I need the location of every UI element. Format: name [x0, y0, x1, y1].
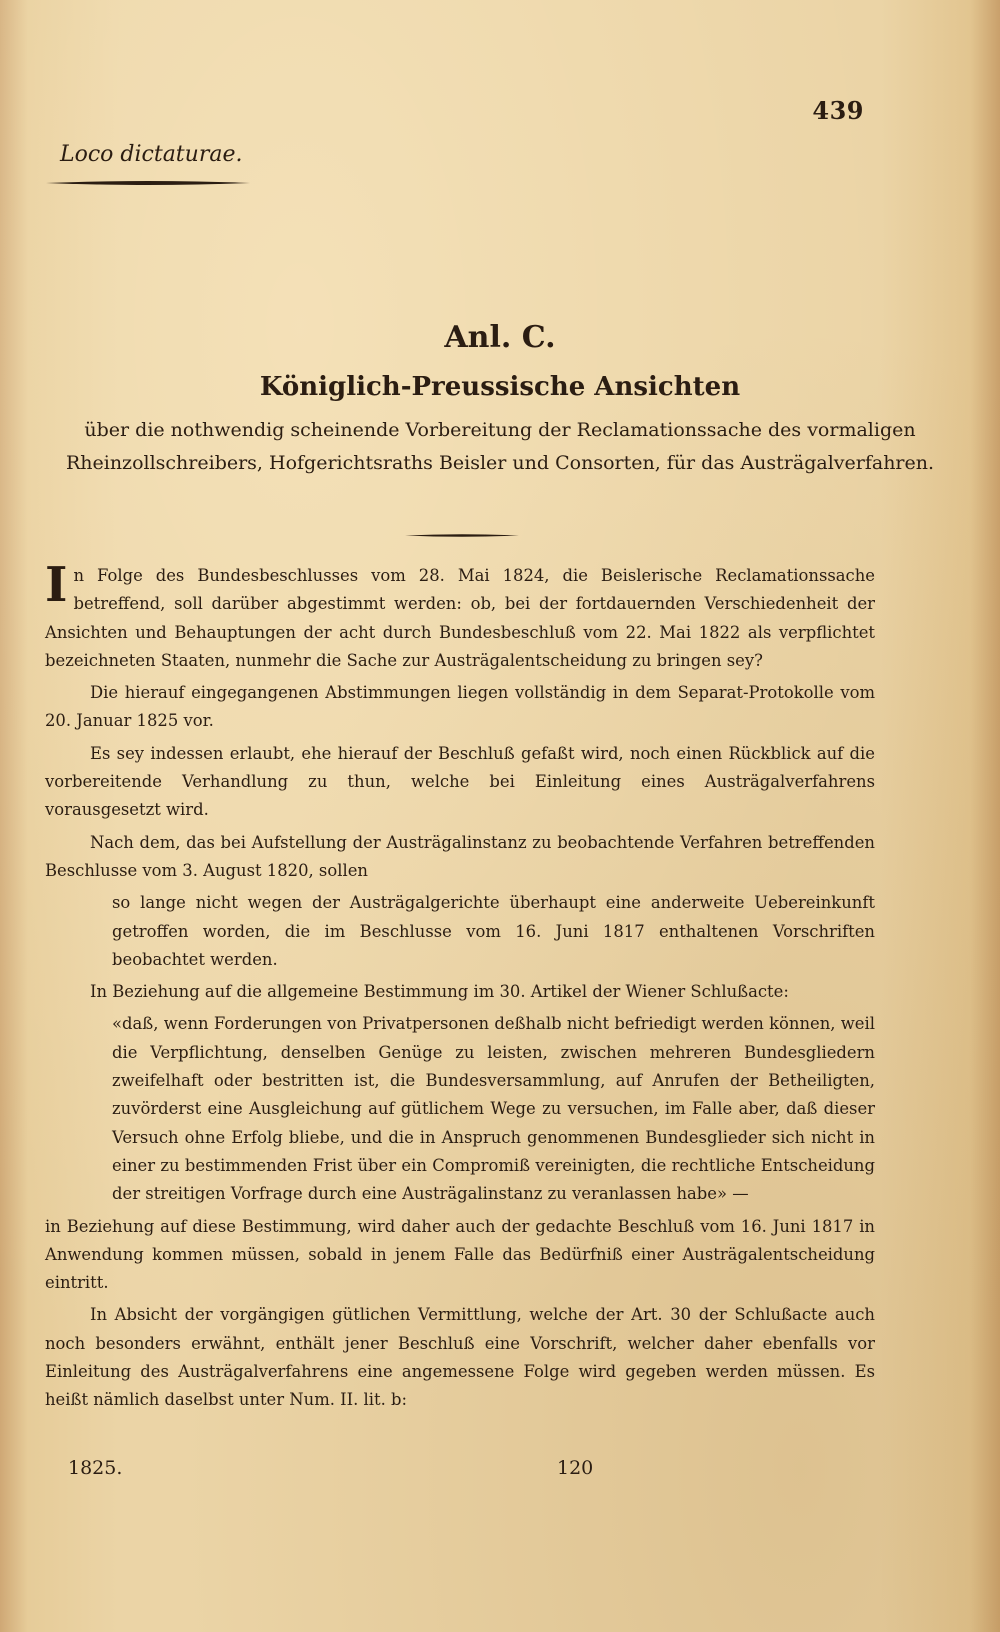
body-text: [45, 557, 875, 1419]
paragraph: in Beziehung auf diese Bestimmung, wird daher auch der gedachte Beschluß vom 16. Juni 1817 in Anwendung kommen müssen, sobald in jenem Falle das Bedürfniß einer Austrägalentscheidung eintritt.: [45, 1216, 875, 1293]
paragraph: Die hierauf eingegangenen Abstimmungen liegen vollständig in dem Separat-Protokolle vom 20. Januar 1825 vor.: [45, 683, 875, 731]
drop-cap: I: [45, 557, 68, 613]
footer-signature: 120: [557, 1457, 594, 1479]
header-rule: [46, 180, 250, 186]
document-description: über die nothwendig scheinende Vorbereitung der Reclamationssache des vormaligen Rheinzollschreibers, Hofgerichtsraths Beisler und Consorten, für das Austrägalverfahren.: [65, 419, 935, 474]
quoted-paragraph: so lange nicht wegen der Austrägalgerichte überhaupt eine anderweite Uebereinkunft getroffen worden, die im Beschlusse vom 16. Juni 1817 enthaltenen Vorschriften beobachtet werden.: [112, 893, 875, 969]
paragraph: [45, 557, 875, 675]
paragraph: In Beziehung auf die allgemeine Bestimmung im 30. Artikel der Wiener Schlußacte:: [90, 982, 789, 1002]
paragraph: Es sey indessen erlaubt, ehe hierauf der Beschluß gefaßt wird, noch einen Rückblick auf die vorbereitende Verhandlung zu thun, welche bei Einleitung eines Austrägalverfahrens vorausgesetzt wird.: [45, 743, 875, 820]
paragraph: In Absicht der vorgängigen gütlichen Vermittlung, welche der Art. 30 der Schlußacte auch noch besonders erwähnt, enthält jener Beschluß eine Vorschrift, welcher daher ebenfalls vor Einleitung des Austrägalverfahrens eine angemessene Folge wird gegeben werden müssen. Es heißt nämlich daselbst unter Num. II. lit. b:: [45, 1305, 875, 1410]
paragraph-text: n Folge des Bundesbeschlusses vom 28. Mai 1824, die Beislerische Reclamationssache betreffend, soll darüber abgestimmt werden: ob, bei der fortdauernden Verschiedenheit der Ansichten und Behauptungen der acht durch Bundesbeschluß vom 22. Mai 1822 als verpflichtet bezeichneten Staaten, nunmehr die Sache zur Austrägalentscheidung zu bringen sey?: [45, 566, 875, 670]
appendix-title: Anl. C.: [444, 320, 556, 355]
document-subtitle: Königlich-Preussische Ansichten: [259, 372, 741, 402]
title-rule: [405, 533, 519, 538]
running-head: Loco dictaturae.: [60, 142, 243, 167]
page-number: 439: [812, 96, 864, 125]
footer-year: 1825.: [68, 1457, 123, 1479]
paragraph: Nach dem, das bei Aufstellung der Austrägalinstanz zu beobachtende Verfahren betreffenden Beschlusse vom 3. August 1820, sollen: [45, 832, 875, 880]
quoted-paragraph: «daß, wenn Forderungen von Privatpersonen deßhalb nicht befriedigt werden können, weil die Verpflichtung, denselben Genüge zu leisten, zwischen mehreren Bundesgliedern zweifelhaft oder bestritten ist, die Bundesversammlung, auf Anrufen der Betheiligten, zuvörderst eine Ausgleichung auf gütlichem Wege zu versuchen, im Falle aber, daß dieser Versuch ohne Erfolg bliebe, und die in Anspruch genommenen Bundesglieder sich nicht in einer zu bestimmenden Frist über ein Compromiß vereinigten, die rechtliche Entscheidung der streitigen Vorfrage durch eine Austrägalinstanz zu veranlassen habe» —: [112, 1014, 875, 1204]
